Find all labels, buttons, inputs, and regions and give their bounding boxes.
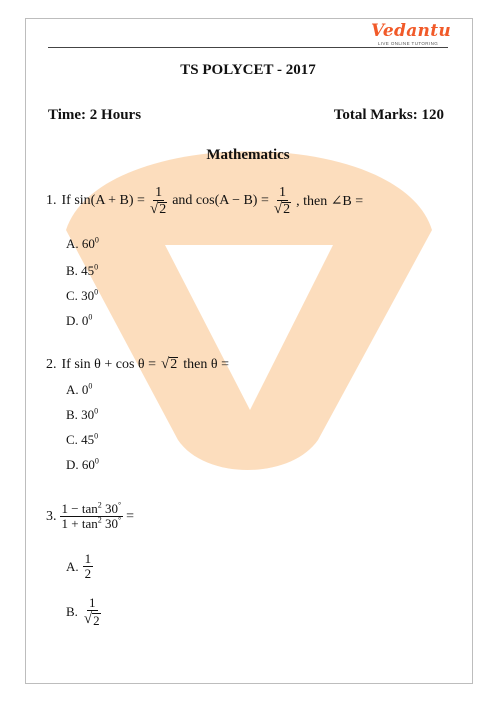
question-1 bbox=[46, 185, 363, 218]
option-1b: B. $45^0$ bbox=[66, 262, 99, 278]
header-divider bbox=[48, 47, 448, 48]
tan-fraction: $\frac{1 - \tan^2 30^\circ}{1 + \tan^2 30^\circ}$ bbox=[61, 500, 122, 532]
exam-total-marks: Total Marks: 120 bbox=[333, 107, 444, 123]
sqrt-symbol: √ 2 bbox=[83, 611, 100, 629]
fraction-1: 1 √ 2 bbox=[149, 185, 167, 218]
equals-sign: = bbox=[126, 508, 135, 524]
fraction-2: 1 √ 2 bbox=[273, 185, 291, 218]
question-number: 2. bbox=[46, 356, 57, 372]
exam-title: TS POLYCET - 2017 bbox=[180, 62, 316, 78]
question-text: then θ = bbox=[183, 356, 229, 372]
sqrt-symbol: √ 2 bbox=[161, 356, 178, 373]
vedantu-logo bbox=[371, 21, 452, 46]
question-3 bbox=[46, 502, 134, 532]
question-2 bbox=[46, 356, 229, 373]
sqrt-symbol: √ 2 bbox=[273, 201, 291, 218]
question-text: If sin θ + cos θ = bbox=[61, 356, 157, 372]
question-number: 3. bbox=[46, 508, 57, 524]
option-2a: A. $0^0$ bbox=[66, 381, 93, 397]
logo-tagline: LIVE ONLINE TUTORING bbox=[377, 41, 439, 46]
option-2c: C. $45^0$ bbox=[66, 431, 99, 447]
sqrt-symbol: √ 2 bbox=[149, 201, 167, 218]
question-text: and cos(A − B) = bbox=[172, 193, 269, 209]
option-1a: A. $60^0$ bbox=[66, 235, 99, 251]
option-1c: C. $30^0$ bbox=[66, 287, 99, 303]
section-heading: Mathematics bbox=[206, 147, 290, 163]
question-text: If sin(A + B) = bbox=[61, 193, 145, 209]
option-2d: D. $60^0$ bbox=[66, 456, 99, 472]
exam-time: Time: 2 Hours bbox=[48, 107, 142, 123]
option-3b: B. 1 √ 2 bbox=[66, 595, 100, 629]
logo-wordmark: Vedantu bbox=[371, 21, 452, 41]
question-number: 1. bbox=[46, 193, 57, 209]
option-1d: D. $0^0$ bbox=[66, 312, 93, 328]
option-3a: A. $\frac{1}{2}$ bbox=[66, 551, 92, 582]
option-2b: B. $30^0$ bbox=[66, 406, 99, 422]
question-text: , then ∠B = bbox=[296, 193, 364, 209]
